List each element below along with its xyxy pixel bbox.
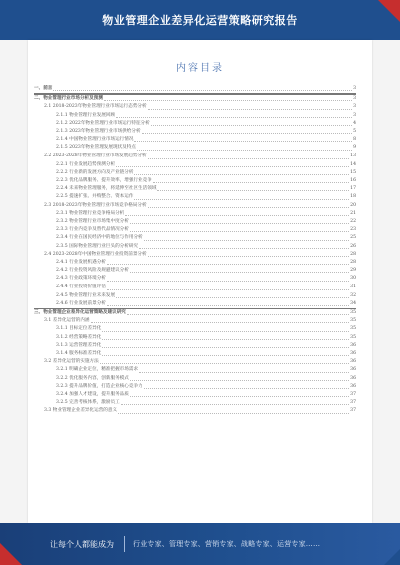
toc-entry-page: 20 — [350, 202, 356, 208]
toc-entry-title: 二、物业管理行业市场分析及预测 — [34, 96, 103, 102]
toc-entry-page: 36 — [350, 375, 356, 381]
toc-leader-dots — [151, 124, 352, 126]
report-title: 物业管理企业差异化运营策略研究报告 — [102, 14, 298, 27]
toc-leader-dots — [104, 99, 352, 101]
toc-entry[interactable] — [34, 309, 356, 317]
toc-entry-page: 23 — [350, 227, 356, 233]
toc-leader-dots — [130, 271, 349, 273]
toc-entry-page: 26 — [350, 243, 356, 249]
toc-entry-title: 3.1.4 服务标准差异化 — [56, 350, 102, 356]
toc-leader-dots — [142, 132, 353, 134]
toc-entry-page: 35 — [350, 318, 356, 324]
toc-leader-dots — [148, 108, 352, 110]
toc-leader-dots — [102, 330, 349, 332]
toc-leader-dots — [134, 173, 349, 175]
toc-leader-dots — [144, 239, 349, 241]
toc-entry[interactable] — [34, 366, 356, 374]
toc-entry-page: 3 — [353, 112, 356, 118]
toc-entry-page: 37 — [350, 400, 356, 406]
toc-entry-title: 2.4 2023-2028年中国物业管理行业投资前景分析 — [44, 251, 147, 257]
toc-entry[interactable] — [34, 136, 356, 144]
toc-entry[interactable] — [34, 128, 356, 136]
toc-entry-page: 15 — [350, 169, 356, 175]
toc-entry-title: 2.2.1 行业发展趋势预测分析 — [56, 161, 116, 167]
toc-entry-title: 2.2.3 优化品牌服务、提升效率，增强行业竞争 — [56, 178, 152, 184]
toc-entry[interactable] — [34, 144, 356, 152]
toc-leader-dots — [134, 140, 352, 142]
toc-entry[interactable] — [34, 383, 356, 391]
toc-entry-page: 30 — [350, 276, 356, 282]
toc-leader-dots — [118, 412, 349, 414]
toc-entry[interactable] — [34, 317, 356, 325]
toc-entry-title: 2.1.1 物业管理行业发展回顾 — [56, 112, 116, 118]
toc-leader-dots — [130, 395, 349, 397]
toc-entry-title: 2.2.2 行业新的发展方向及产业链分析 — [56, 169, 134, 175]
toc-entry-page: 8 — [353, 137, 356, 143]
toc-entry-title: 2.1.5 2023年物业管理发展现状及特点 — [56, 145, 136, 151]
toc-entry-page: 36 — [350, 350, 356, 356]
toc-leader-dots — [127, 313, 349, 315]
toc-entry-title: 2.4.1 行业发展机遇分析 — [56, 259, 106, 265]
toc-leader-dots — [107, 304, 349, 306]
toc-entry[interactable] — [34, 358, 356, 366]
toc-entry[interactable] — [34, 284, 356, 292]
toc-entry[interactable] — [34, 218, 356, 226]
toc-entry-title: 2.4.4 行业投资价值评估 — [56, 284, 106, 290]
toc-entry[interactable] — [34, 292, 356, 300]
toc-entry-title: 2.4.3 行业政策环境分析 — [56, 276, 106, 282]
toc-leader-dots — [137, 149, 352, 151]
toc-entry[interactable] — [34, 334, 356, 342]
toc-entry[interactable] — [34, 112, 356, 120]
toc-entry-title: 2.3.3 行业内竞争及替代品情况分析 — [56, 227, 129, 233]
toc-entry[interactable] — [34, 399, 356, 407]
toc-entry-title: 2.3.5 国际物业管理行业巨头的分析研究 — [56, 243, 139, 249]
toc-entry-title: 2.2.5 提速扩张、并购整合、资本运作 — [56, 194, 134, 200]
toc-entry-page: 22 — [350, 218, 356, 224]
toc-entry[interactable] — [34, 95, 356, 103]
toc-leader-dots — [130, 222, 349, 224]
toc-entry-title: 3.3 物业管理企业差异化运营的意义 — [44, 408, 118, 414]
toc-entry-title: 2.2 2023-2028年物业管理行业市场发展趋势分析 — [44, 153, 147, 159]
toc-entry-page: 18 — [350, 194, 356, 200]
toc-entry[interactable] — [34, 153, 356, 161]
toc-entry[interactable] — [34, 193, 356, 201]
toc-leader-dots — [102, 338, 349, 340]
toc-leader-dots — [144, 387, 349, 389]
toc-entry-title: 2.1.2 2022年物业管理行业市场运行特征分析 — [56, 120, 150, 126]
toc-entry[interactable] — [34, 407, 356, 415]
toc-leader-dots — [116, 165, 349, 167]
toc-entry-title: 3.1.1 目标定位差异化 — [56, 326, 102, 332]
toc-leader-dots — [139, 247, 349, 249]
toc-entry-page: 21 — [350, 210, 356, 216]
toc-entry-title: 3.1.2 经营策略差异化 — [56, 334, 102, 340]
toc-entry-page: 5 — [353, 128, 356, 134]
toc-entry-title: 3.1 差异化运营的内涵 — [44, 318, 90, 324]
toc-entry-title: 一、前言 — [34, 85, 53, 91]
toc-entry-title: 3.2.3 提升品牌价值，打造企业核心竞争力 — [56, 383, 143, 389]
toc-entry-title: 3.2.1 明确企业定位，精准把握市场需求 — [56, 367, 139, 373]
corner-decoration-top-right — [378, 0, 400, 22]
toc-entry[interactable] — [34, 120, 356, 128]
toc-entry-page: 28 — [350, 251, 356, 257]
toc-entry-page: 36 — [350, 367, 356, 373]
toc-leader-dots — [116, 116, 352, 118]
toc-entry[interactable] — [34, 350, 356, 358]
toc-leader-dots — [121, 403, 349, 405]
corner-decoration-bottom-right — [384, 549, 400, 565]
toc-leader-dots — [53, 89, 352, 91]
header-banner — [0, 0, 400, 40]
toc-entry-title: 2.1 2018-2023年物业管理行业市场运行态势分析 — [44, 104, 147, 110]
toc-entry[interactable] — [34, 85, 356, 93]
toc-leader-dots — [148, 157, 350, 159]
toc-leader-dots — [134, 198, 349, 200]
toc-entry-page: 32 — [350, 292, 356, 298]
footer-divider — [124, 536, 125, 552]
toc-entry-page: 17 — [350, 186, 356, 192]
toc-leader-dots — [148, 255, 350, 257]
toc-entry-title: 2.1.3 2023年物业管理行业市场供给分析 — [56, 128, 141, 134]
toc-entry[interactable] — [34, 391, 356, 399]
toc-entry-page: 36 — [350, 359, 356, 365]
toc-leader-dots — [91, 321, 350, 323]
toc-entry[interactable] — [34, 267, 356, 275]
toc-leader-dots — [148, 206, 350, 208]
toc-entry-title: 3.1.3 运营管理差异化 — [56, 342, 102, 348]
toc-entry-title: 2.3.1 物业管理行业竞争格局分析 — [56, 210, 125, 216]
toc-entry-title: 2.4.6 行业发展前景分析 — [56, 300, 106, 306]
toc-entry-page: 25 — [350, 235, 356, 241]
toc-entry-page: 13 — [350, 153, 356, 159]
toc-entry[interactable] — [34, 185, 356, 193]
toc-entry[interactable] — [34, 243, 356, 251]
footer-slogan: 让每个人都能成为 — [50, 539, 114, 549]
toc-entry-page: 29 — [350, 268, 356, 274]
toc-leader-dots — [139, 371, 349, 373]
toc-entry[interactable] — [34, 251, 356, 259]
toc-entry[interactable] — [34, 103, 356, 111]
toc-leader-dots — [130, 230, 349, 232]
toc-leader-dots — [102, 354, 349, 356]
document-page — [28, 40, 372, 523]
toc-leader-dots — [125, 214, 349, 216]
toc-entry-title: 2.3.2 物业管理行业市场集中度分析 — [56, 218, 129, 224]
toc-entry[interactable] — [34, 375, 356, 383]
toc-entry-page: 35 — [350, 326, 356, 332]
toc-entry[interactable] — [34, 259, 356, 267]
toc-entry[interactable] — [34, 325, 356, 333]
toc-entry-page: 3 — [353, 104, 356, 110]
toc-entry-title: 2.3.4 行业在国民经济中的地位与作用分析 — [56, 235, 143, 241]
toc-entry[interactable] — [34, 210, 356, 218]
toc-entry-page: 31 — [350, 284, 356, 290]
toc-leader-dots — [116, 296, 349, 298]
toc-entry-title: 3.2.5 完善考核体系，激励员工 — [56, 400, 120, 406]
footer-banner — [0, 523, 400, 565]
toc-entry-title: 3.2 差异化运营的实施方法 — [44, 359, 99, 365]
toc-entry-page: 35 — [350, 334, 356, 340]
toc-leader-dots — [153, 181, 349, 183]
toc-entry[interactable] — [34, 226, 356, 234]
toc-entry-page: 4 — [353, 120, 356, 126]
toc-entry-title: 2.2.4 未来物业管理服务，将延伸至社区生活领域 — [56, 186, 157, 192]
toc-leader-dots — [130, 379, 349, 381]
toc-entry-title: 3.2.4 加强人才建设，提升服务品质 — [56, 391, 129, 397]
toc-entry-title: 2.1.4 中国物业管理行业市场运行情况 — [56, 137, 134, 143]
toc-entry-title: 2.4.2 行业投资风险及规避建议分析 — [56, 268, 129, 274]
toc-entry[interactable] — [34, 234, 356, 242]
toc-entry-title: 三、物业管理企业差异化运营策略及建议研究 — [34, 310, 126, 316]
toc-leader-dots — [107, 288, 349, 290]
toc-entry-page: 36 — [350, 342, 356, 348]
toc-entry-page: 14 — [350, 161, 356, 167]
toc-leader-dots — [102, 346, 349, 348]
toc-heading: 内容目录 — [176, 63, 224, 74]
toc-entry-page: 37 — [350, 408, 356, 414]
toc-entry[interactable] — [34, 342, 356, 350]
toc-entry-page: 9 — [353, 145, 356, 151]
toc-leader-dots — [100, 362, 349, 364]
toc-leader-dots — [107, 263, 349, 265]
table-of-contents — [34, 85, 356, 416]
toc-entry-page: 3 — [353, 85, 356, 91]
toc-entry[interactable] — [34, 275, 356, 283]
toc-entry[interactable] — [34, 202, 356, 210]
toc-entry-title: 2.3 2018-2023年物业管理行业市场竞争格局分析 — [44, 202, 147, 208]
toc-entry-page: 3 — [353, 96, 356, 102]
toc-entry-page: 28 — [350, 259, 356, 265]
toc-entry[interactable] — [34, 169, 356, 177]
toc-leader-dots — [157, 189, 349, 191]
toc-entry-title: 3.2.2 优化服务内容，创新服务模式 — [56, 375, 129, 381]
toc-entry-page: 35 — [350, 310, 356, 316]
footer-tagline: 行业专家、管理专家、营销专家、战略专家、运营专家…… — [133, 540, 321, 548]
toc-entry-page: 37 — [350, 391, 356, 397]
toc-entry-page: 34 — [350, 300, 356, 306]
corner-decoration-bottom-left — [0, 543, 22, 565]
toc-leader-dots — [107, 280, 349, 282]
toc-entry[interactable] — [34, 177, 356, 185]
toc-entry-page: 36 — [350, 383, 356, 389]
toc-entry[interactable] — [34, 161, 356, 169]
toc-entry-title: 2.4.5 物业管理行业未来发展 — [56, 292, 116, 298]
toc-entry-page: 16 — [350, 178, 356, 184]
toc-entry[interactable] — [34, 300, 356, 308]
